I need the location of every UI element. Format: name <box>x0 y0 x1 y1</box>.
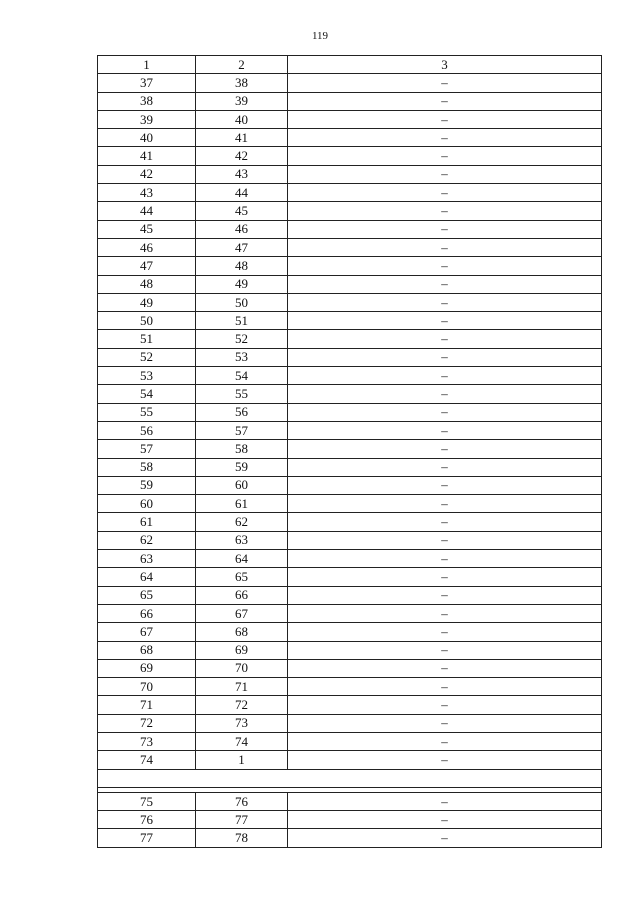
table-cell-col-1: 65 <box>98 586 196 604</box>
table-row <box>98 604 602 622</box>
table-row <box>98 330 602 348</box>
table-cell-col-1: 44 <box>98 202 196 220</box>
table-cell-col-3: – <box>288 659 602 677</box>
table-body-main <box>98 74 602 769</box>
table-cell-col-1: 57 <box>98 440 196 458</box>
table-row <box>98 220 602 238</box>
table-cell-col-2: 41 <box>196 129 288 147</box>
table-cell-col-3: – <box>288 220 602 238</box>
table-row <box>98 74 602 92</box>
table-cell-col-1: 71 <box>98 696 196 714</box>
table-cell-col-2: 66 <box>196 586 288 604</box>
table-row <box>98 147 602 165</box>
table-row <box>98 696 602 714</box>
table-row <box>98 623 602 641</box>
table-cell-col-1: 43 <box>98 184 196 202</box>
table-cell-col-3: – <box>288 732 602 750</box>
table-cell-col-1: 66 <box>98 604 196 622</box>
table-cell-col-1: 60 <box>98 495 196 513</box>
table-body-after <box>98 792 602 847</box>
table-cell-col-1: 72 <box>98 714 196 732</box>
table-cell-col-2: 63 <box>196 531 288 549</box>
table-cell-col-2: 68 <box>196 623 288 641</box>
table-cell-col-2: 77 <box>196 811 288 829</box>
table-cell-col-2: 74 <box>196 732 288 750</box>
table-cell-col-2: 52 <box>196 330 288 348</box>
table-row <box>98 110 602 128</box>
table-cell-col-1: 63 <box>98 550 196 568</box>
table-row <box>98 257 602 275</box>
table-cell-col-1: 56 <box>98 421 196 439</box>
table-cell-col-3: – <box>288 275 602 293</box>
table-cell-col-1: 55 <box>98 403 196 421</box>
table-cell-col-2: 73 <box>196 714 288 732</box>
table-cell-col-3: – <box>288 110 602 128</box>
table-row <box>98 714 602 732</box>
table-row <box>98 513 602 531</box>
table-cell-col-2: 48 <box>196 257 288 275</box>
table-cell-col-2: 72 <box>196 696 288 714</box>
table-row <box>98 312 602 330</box>
table-row <box>98 367 602 385</box>
table-cell-col-1: 77 <box>98 829 196 847</box>
table-cell-col-2: 61 <box>196 495 288 513</box>
table-row <box>98 531 602 549</box>
table-cell-col-3: – <box>288 312 602 330</box>
table-cell-col-1: 48 <box>98 275 196 293</box>
table-row <box>98 829 602 847</box>
table-cell-col-1: 39 <box>98 110 196 128</box>
table-cell-col-3: – <box>288 129 602 147</box>
table-cell-col-1: 75 <box>98 792 196 810</box>
table-cell-col-1: 61 <box>98 513 196 531</box>
table-cell-col-3: – <box>288 367 602 385</box>
data-table <box>97 55 602 848</box>
table-cell-col-1: 51 <box>98 330 196 348</box>
table-cell-col-3: – <box>288 202 602 220</box>
table-cell-col-2: 43 <box>196 165 288 183</box>
table-cell-col-3: – <box>288 165 602 183</box>
table-cell-col-1: 54 <box>98 385 196 403</box>
table-cell-col-3: – <box>288 792 602 810</box>
table-cell-col-1: 59 <box>98 476 196 494</box>
table-cell-col-1: 45 <box>98 220 196 238</box>
table-cell-col-2: 39 <box>196 92 288 110</box>
table-cell-col-1: 53 <box>98 367 196 385</box>
table-cell-col-3: – <box>288 238 602 256</box>
table-cell-col-1: 64 <box>98 568 196 586</box>
table-cell-col-1: 67 <box>98 623 196 641</box>
table-cell-col-3: – <box>288 513 602 531</box>
table-cell-col-1: 49 <box>98 293 196 311</box>
table-cell-col-3: – <box>288 623 602 641</box>
table-cell-col-2: 53 <box>196 348 288 366</box>
column-header-3: 3 <box>288 56 602 74</box>
table-cell-col-1: 68 <box>98 641 196 659</box>
table-cell-col-3: – <box>288 586 602 604</box>
table-cell-col-1: 69 <box>98 659 196 677</box>
table-cell-col-3: – <box>288 92 602 110</box>
table-row <box>98 568 602 586</box>
table-cell-col-2: 42 <box>196 147 288 165</box>
table-cell-col-3: – <box>288 550 602 568</box>
table-cell-col-3: – <box>288 641 602 659</box>
table-row <box>98 403 602 421</box>
table-row <box>98 732 602 750</box>
table-row <box>98 659 602 677</box>
table-cell-col-1: 38 <box>98 92 196 110</box>
page-number: 119 <box>311 30 329 42</box>
table-cell-col-2: 67 <box>196 604 288 622</box>
table-row <box>98 792 602 810</box>
table-cell-col-1: 62 <box>98 531 196 549</box>
table-row <box>98 440 602 458</box>
column-header-2: 2 <box>196 56 288 74</box>
table-cell-col-1: 47 <box>98 257 196 275</box>
table-cell-col-3: – <box>288 751 602 769</box>
table-row <box>98 458 602 476</box>
table-cell-col-2: 76 <box>196 792 288 810</box>
table-cell-col-3: – <box>288 829 602 847</box>
table-cell-col-3: – <box>288 476 602 494</box>
table-cell-col-2: 45 <box>196 202 288 220</box>
table-cell-col-2: 71 <box>196 678 288 696</box>
table-cell-col-2: 49 <box>196 275 288 293</box>
table-cell-col-3: – <box>288 348 602 366</box>
table-row <box>98 811 602 829</box>
table-cell-col-2: 56 <box>196 403 288 421</box>
table-cell-col-2: 58 <box>196 440 288 458</box>
table-row <box>98 348 602 366</box>
table-cell-col-3: – <box>288 184 602 202</box>
table-row <box>98 184 602 202</box>
table-cell-col-3: – <box>288 385 602 403</box>
table-cell-col-1: 37 <box>98 74 196 92</box>
table-cell-col-3: – <box>288 568 602 586</box>
table-cell-col-3: – <box>288 147 602 165</box>
table-cell-col-2: 46 <box>196 220 288 238</box>
table-cell-col-1: 70 <box>98 678 196 696</box>
table-row <box>98 385 602 403</box>
table-cell-col-3: – <box>288 293 602 311</box>
table-cell-col-2: 47 <box>196 238 288 256</box>
table-cell-col-1: 74 <box>98 751 196 769</box>
table-cell-col-2: 57 <box>196 421 288 439</box>
table-row <box>98 751 602 769</box>
table-row <box>98 421 602 439</box>
table-cell-col-2: 60 <box>196 476 288 494</box>
table-cell-col-1: 42 <box>98 165 196 183</box>
table-row <box>98 550 602 568</box>
table-cell-col-2: 50 <box>196 293 288 311</box>
table-cell-col-2: 59 <box>196 458 288 476</box>
table-cell-col-2: 51 <box>196 312 288 330</box>
table-cell-col-3: – <box>288 495 602 513</box>
table-row <box>98 641 602 659</box>
column-header-1: 1 <box>98 56 196 74</box>
table-cell-col-3: – <box>288 257 602 275</box>
separator-cell <box>98 769 602 787</box>
table-cell-col-1: 40 <box>98 129 196 147</box>
table-cell-col-1: 58 <box>98 458 196 476</box>
table-cell-col-2: 62 <box>196 513 288 531</box>
table-cell-col-1: 73 <box>98 732 196 750</box>
table-cell-col-2: 1 <box>196 751 288 769</box>
table-cell-col-1: 41 <box>98 147 196 165</box>
table-cell-col-3: – <box>288 811 602 829</box>
table-cell-col-2: 70 <box>196 659 288 677</box>
table-separator <box>98 769 602 792</box>
table-cell-col-3: – <box>288 403 602 421</box>
table-cell-col-1: 50 <box>98 312 196 330</box>
table-row <box>98 129 602 147</box>
table-row <box>98 238 602 256</box>
table-cell-col-2: 38 <box>196 74 288 92</box>
table-row <box>98 165 602 183</box>
table-cell-col-3: – <box>288 714 602 732</box>
table-cell-col-1: 46 <box>98 238 196 256</box>
table-cell-col-2: 65 <box>196 568 288 586</box>
table-cell-col-3: – <box>288 421 602 439</box>
table-cell-col-2: 55 <box>196 385 288 403</box>
table-cell-col-2: 44 <box>196 184 288 202</box>
table-row <box>98 586 602 604</box>
table-cell-col-3: – <box>288 678 602 696</box>
table-row <box>98 678 602 696</box>
table-cell-col-3: – <box>288 531 602 549</box>
table-cell-col-2: 78 <box>196 829 288 847</box>
table-cell-col-2: 40 <box>196 110 288 128</box>
table-cell-col-3: – <box>288 74 602 92</box>
table-cell-col-2: 54 <box>196 367 288 385</box>
table-cell-col-1: 76 <box>98 811 196 829</box>
table-header-row <box>98 56 602 74</box>
table-row <box>98 202 602 220</box>
table-row <box>98 495 602 513</box>
table-cell-col-3: – <box>288 330 602 348</box>
table-cell-col-3: – <box>288 696 602 714</box>
table-cell-col-2: 64 <box>196 550 288 568</box>
separator-row <box>98 769 602 787</box>
table-cell-col-2: 69 <box>196 641 288 659</box>
table-cell-col-3: – <box>288 440 602 458</box>
table-row <box>98 92 602 110</box>
table-row <box>98 476 602 494</box>
table-cell-col-1: 52 <box>98 348 196 366</box>
table-row <box>98 275 602 293</box>
table-cell-col-3: – <box>288 604 602 622</box>
table-row <box>98 293 602 311</box>
table-cell-col-3: – <box>288 458 602 476</box>
